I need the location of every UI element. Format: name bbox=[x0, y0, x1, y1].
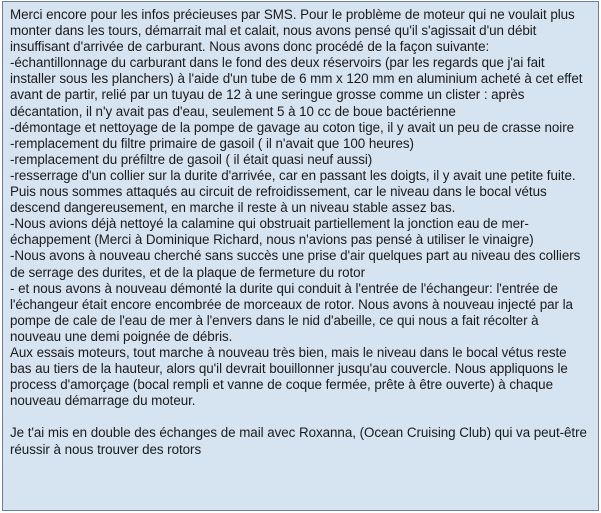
paragraph-engine-tests: Aux essais moteurs, tout marche à nouveau très bien, mais le niveau dans le bocal vétus reste bas au tiers de la hauteur, alors qu'il devrait bouillonner jusqu'au couvercle. Nous appliquons le process d'amorçage (bocal rempli et vanne de coque fermée, prête à être ouverte) à chaque nouveau démarrage du moteur. bbox=[10, 344, 568, 409]
paragraph-exchanger: - et nous avons à nouveau démonté la durite qui conduit à l'entrée de l'échangeur: l'entrée de l'échangeur était encore encombrée de morceaux de rotor. Nous avons à nouveau injecté par la pompe de cale de l'eau de mer à l'envers dans le nid d'abeille, ce qui nous a fait récolter à nouveau une demi poignée de débris. bbox=[10, 280, 573, 344]
paragraph-collar: -resserrage d'un collier sur la durite d'arrivée, car en passant les doigts, il y avait une petite fuite. bbox=[10, 167, 576, 183]
paragraph-pump-cleaning: -démontage et nettoyage de la pompe de gavage au coton tige, il y avait un peu de crasse noire bbox=[10, 119, 575, 135]
paragraph-sampling: -échantillonnage du carburant dans le fond des deux réservoirs (par les regards que j'ai fait installer sous les planchers) à l'aide d'un tube de 6 mm x 120 mm en aluminium acheté à cet effet avant de partir, relié par un tuyau de 12 à une seringue grosse comme un clister : après décantation, il n'y avait pas d'eau, seulement 5 à 10 cc de boue bactérienne bbox=[10, 55, 583, 119]
paragraph-air-leak: -Nous avons à nouveau cherché sans succès une prise d'air quelques part au niveau des colliers de serrage des durites, et de la plaque de fermeture du rotor bbox=[10, 248, 581, 280]
paragraph-closing: Je t'ai mis en double des échanges de mail avec Roxanna, (Ocean Cruising Club) qui va peut-être réussir à nous trouver des rotors bbox=[10, 425, 587, 457]
paragraph-intro: Merci encore pour les infos précieuses par SMS. Pour le problème de moteur qui ne voulait plus monter dans les tours, démarrait mal et calait, nous avons pensé qu'il s'agissait d'un débit insuffisant d'arrivée de carburant. Nous avons donc procédé de la façon suivante: bbox=[10, 7, 575, 55]
paragraph-cooling-circuit: Puis nous sommes attaqués au circuit de refroidissement, car le niveau dans le bocal vétus descend dangereusement, en marche il reste à un niveau stable assez bas. bbox=[10, 184, 547, 216]
message-text-box bbox=[2, 1, 599, 511]
paragraph-calamine: -Nous avions déjà nettoyé la calamine qui obstruait partiellement la jonction eau de mer-échappement (Merci à Dominique Richard, nous n'avions pas pensé à utiliser le vinaigre) bbox=[10, 216, 534, 248]
paragraph-primary-filter: -remplacement du filtre primaire de gasoil ( il n'avait que 100 heures) bbox=[10, 135, 414, 151]
paragraph-prefilter: -remplacement du préfiltre de gasoil ( il était quasi neuf aussi) bbox=[10, 151, 373, 167]
blank-line bbox=[10, 409, 591, 425]
